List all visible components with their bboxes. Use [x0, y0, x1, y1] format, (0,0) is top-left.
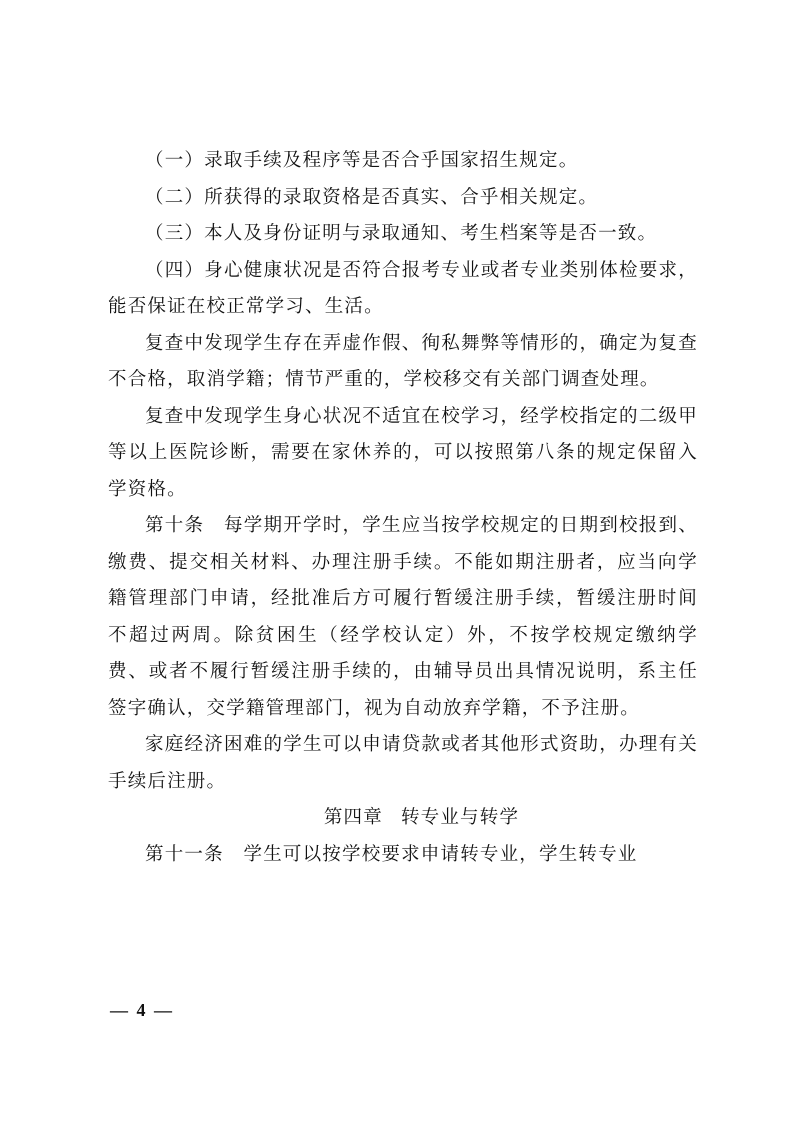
chapter-number: 第四章 — [323, 807, 383, 828]
paragraph-review-item-4: （四）身心健康状况是否符合报考专业或者专业类别体检要求，能否保证在校正常学习、生活。 — [108, 259, 698, 317]
paragraph-financial-aid: 家庭经济困难的学生可以申请贷款或者其他形式资助，办理有关手续后注册。 — [108, 734, 698, 792]
chapter-title: 转专业与转学 — [400, 807, 520, 828]
paragraph-article-11: 第十一条 学生可以按学校要求申请转专业，学生转专业 — [145, 843, 638, 865]
body-text — [108, 143, 698, 873]
page-number: — 4 — — [110, 1000, 174, 1020]
chapter-heading — [108, 800, 698, 837]
paragraph-article-10: 第十条 每学期开学时，学生应当按学校规定的日期到校报到、缴费、提交相关材料、办理注册手续。不能如期注册者，应当向学籍管理部门申请，经批准后方可履行暂缓注册手续，暂缓注册时间不超过两周。除贫困生（经学校认定）外，不按学校规定缴纳学费、或者不履行暂缓注册手续的，由辅导员出具情况说明，系主任签字确认，交学籍管理部门，视为自动放弃学籍，不予注册。 — [108, 515, 698, 719]
paragraph-review-item-2: （二）所获得的录取资格是否真实、合乎相关规定。 — [145, 186, 599, 208]
paragraph-fraud-handling: 复查中发现学生存在弄虚作假、徇私舞弊等情形的，确定为复查不合格，取消学籍；情节严重的，学校移交有关部门调查处理。 — [108, 332, 698, 390]
paragraph-health-handling: 复查中发现学生身心状况不适宜在校学习，经学校指定的二级甲等以上医院诊断，需要在家休养的，可以按照第八条的规定保留入学资格。 — [108, 405, 698, 500]
paragraph-review-item-3: （三）本人及身份证明与录取通知、考生档案等是否一致。 — [145, 223, 658, 244]
paragraph-review-item-1: （一）录取手续及程序等是否合乎国家招生规定。 — [145, 150, 579, 171]
